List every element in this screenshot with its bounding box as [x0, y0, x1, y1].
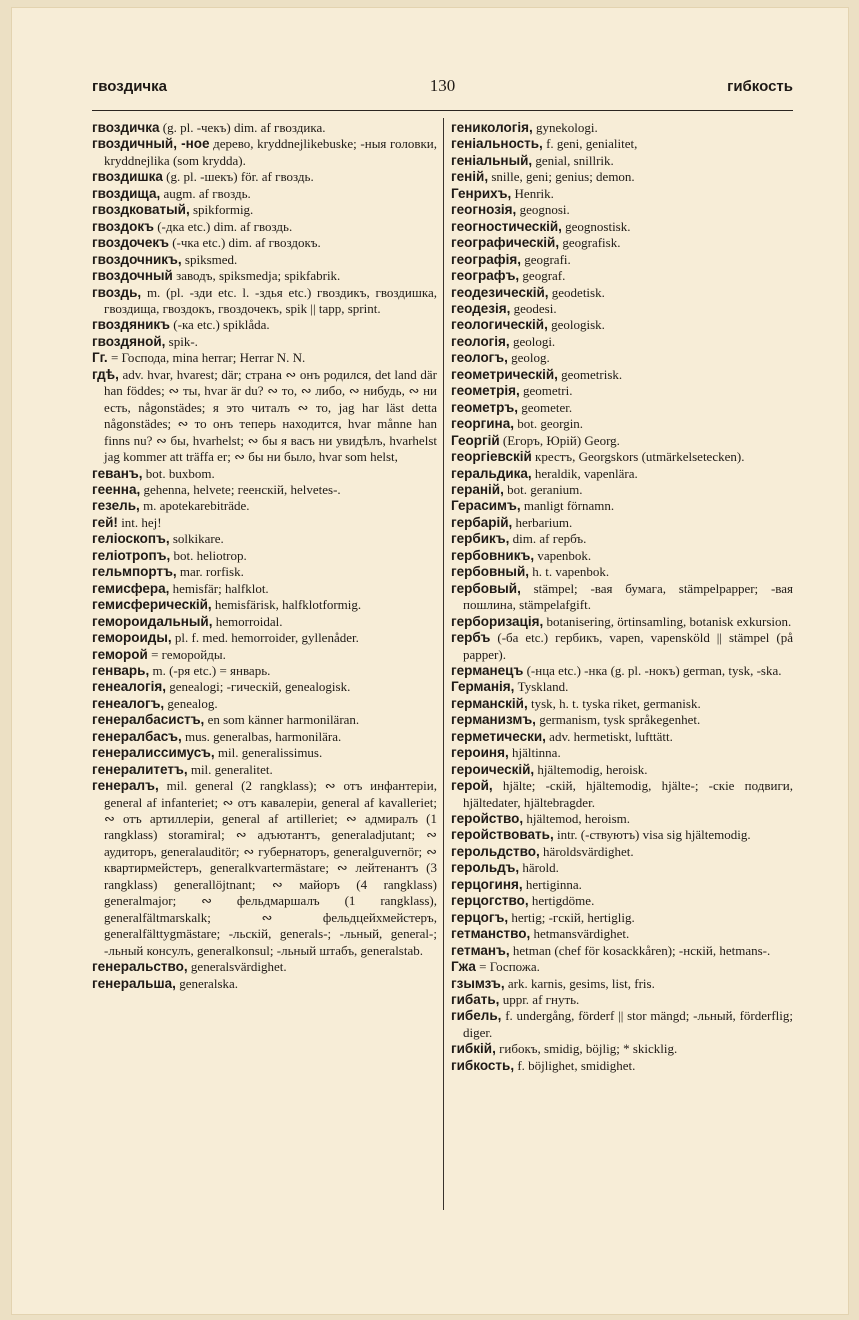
dictionary-entry	[451, 893, 793, 909]
entry-definition: gynekologi.	[532, 120, 598, 135]
entry-definition: heraldik, vapenlära.	[531, 465, 638, 481]
entry-headword: герцогство,	[451, 893, 529, 909]
entry-definition: = Господа, mina herrar; Herrar N. N.	[107, 350, 306, 366]
entry-definition: geolog.	[507, 350, 550, 366]
entry-definition: geologisk.	[547, 317, 605, 333]
entry-headword: герборизація,	[451, 613, 544, 629]
dictionary-entry	[92, 268, 437, 284]
entry-definition: (-дка etc.) dim. af гвоздь.	[153, 218, 293, 234]
entry-definition: häroldsvärdighet.	[539, 843, 634, 859]
entry-headword: Герасимъ,	[451, 498, 521, 514]
dictionary-entry	[451, 745, 793, 761]
entry-headword: генеральство,	[92, 959, 188, 975]
entry-definition: mil. generalissimus.	[214, 745, 323, 761]
entry-definition: genealog.	[164, 695, 218, 711]
entry-headword: гемисфера,	[92, 580, 170, 596]
dictionary-entry	[451, 811, 793, 827]
dictionary-entry	[451, 564, 793, 580]
entry-headword: герцогиня,	[451, 876, 523, 892]
entry-headword: генералбасистъ,	[92, 712, 205, 728]
header-guide-word-right: гибкость	[727, 78, 793, 95]
entry-definition: hertiginna.	[522, 876, 582, 892]
entry-definition: крестъ, Georgskors (utmärkelsetecken).	[531, 449, 745, 465]
dictionary-entry	[92, 630, 437, 646]
dictionary-entry	[451, 169, 793, 185]
dictionary-entry	[451, 367, 793, 383]
dictionary-entry	[451, 910, 793, 926]
dictionary-entry	[92, 976, 437, 992]
entry-definition: hertig; -гскій, hertiglig.	[508, 909, 635, 925]
entry-definition: hjälte; -скій, hjältemodig, hjälte-; -скіе подвиги, hjältedater, hjältebragder.	[463, 778, 793, 810]
header-guide-word-left: гвоздичка	[92, 78, 167, 95]
dictionary-entry	[92, 136, 437, 169]
entry-headword: герольдъ,	[451, 860, 520, 876]
dictionary-entry	[451, 202, 793, 218]
entry-definition: stämpel; -вая бумага, stämpelpapper; -вая пошлина, stämpelafgift.	[463, 580, 793, 613]
entry-definition: geometrisk.	[557, 366, 623, 382]
entry-headword: генварь,	[92, 662, 150, 678]
entry-definition: geometri.	[519, 383, 573, 399]
dictionary-entry	[451, 663, 793, 679]
entry-definition: hjältinna.	[508, 745, 561, 761]
dictionary-entry	[92, 548, 437, 564]
entry-headword: гибать,	[451, 992, 500, 1008]
entry-definition: manligt förnamn.	[520, 498, 615, 514]
dictionary-entry	[92, 169, 437, 185]
entry-definition: gehenna, helvete; геенскій, helvetes-.	[140, 481, 341, 497]
entry-headword: гетманство,	[451, 926, 531, 942]
entry-headword: генералиссимусъ,	[92, 745, 215, 761]
entry-headword: гемисферическій,	[92, 597, 212, 613]
dictionary-entry	[451, 301, 793, 317]
dictionary-entry	[451, 976, 793, 992]
entry-definition: hertigdöme.	[528, 893, 595, 909]
entry-definition: = геморойды.	[147, 646, 226, 662]
entry-headword: гибель,	[451, 1008, 502, 1024]
entry-definition: Tyskland.	[514, 679, 569, 695]
entry-definition: int. hej!	[117, 514, 162, 530]
dictionary-entry	[92, 745, 437, 761]
entry-headword: гдѣ,	[92, 366, 119, 382]
dictionary-entry	[451, 926, 793, 942]
right-column	[451, 120, 793, 1074]
entry-definition: hemisfärisk, halfklotformig.	[211, 597, 362, 613]
dictionary-entry	[92, 679, 437, 695]
entry-definition: snille, geni; genius; demon.	[488, 169, 635, 185]
entry-headword: германецъ	[451, 662, 524, 678]
entry-headword: гвоздичный, -ное	[92, 136, 210, 152]
entry-headword: геральдика,	[451, 465, 532, 481]
entry-definition: mil. generalitet.	[187, 761, 273, 777]
entry-headword: гвоздяной,	[92, 333, 166, 349]
entry-headword: геодезическій,	[451, 284, 549, 300]
entry-definition: geograf.	[519, 268, 566, 284]
entry-headword: геникологія,	[451, 120, 533, 135]
entry-headword: геометрія,	[451, 383, 520, 399]
entry-headword: геодезія,	[451, 300, 511, 316]
entry-headword: геометрическій,	[451, 366, 558, 382]
entry-definition: bot. heliotrop.	[170, 547, 247, 563]
entry-headword: Гг.	[92, 350, 108, 366]
entry-headword: гербовникъ,	[451, 547, 535, 563]
entry-headword: гвоздочный	[92, 268, 173, 284]
entry-headword: генералитетъ,	[92, 761, 188, 777]
dictionary-entry	[451, 285, 793, 301]
dictionary-entry	[92, 252, 437, 268]
dictionary-entry	[451, 383, 793, 399]
entry-definition: mil. general (2 rangklass); ∾ отъ инфантеріи, general af infanteriet; ∾ отъ кавалеріи, general af kavalleriet; ∾ отъ артиллеріи, general af artilleriet; ∾ адмиралъ (1 rangklass) storamiral; ∾ адъютантъ, generaladjutant; ∾ аудиторъ, generalauditör; ∾ губернаторъ, generalguvernör; ∾ квартирмейстеръ, generalkvartermästare; ∾ лейтенантъ (3 rangklass) generallöjtnant; ∾ майоръ (4 rangklass) generalmajor; ∾ фельдмаршалъ (1 rangklass), generalfältmarskalk; ∾ фельдцейхмейстеръ, generalfälttygmästare; -льскій, generals-; -льный, general-; -льный консулъ, generalkonsul; -льный штабъ, generalstab.	[104, 778, 437, 958]
entry-definition: geografisk.	[559, 235, 621, 251]
entry-definition: (-чка etc.) dim. af гвоздокъ.	[168, 235, 321, 251]
entry-headword: гербовный,	[451, 564, 529, 580]
entry-headword: гвоздокъ	[92, 218, 154, 234]
dictionary-entry	[451, 712, 793, 728]
entry-headword: генеалогъ,	[92, 695, 165, 711]
page-header	[92, 78, 793, 106]
dictionary-entry	[92, 120, 437, 136]
dictionary-entry	[451, 515, 793, 531]
dictionary-entry	[451, 729, 793, 745]
header-rule	[92, 110, 793, 111]
dictionary-entry	[92, 334, 437, 350]
entry-headword: гзымзъ,	[451, 975, 505, 991]
dictionary-entry	[451, 1008, 793, 1041]
entry-headword: гербикъ,	[451, 531, 510, 547]
dictionary-entry	[451, 1041, 793, 1057]
dictionary-entry	[451, 186, 793, 202]
entry-headword: геванъ,	[92, 465, 143, 481]
dictionary-entry	[92, 285, 437, 318]
entry-headword: гераній,	[451, 481, 504, 497]
entry-headword: геморой	[92, 646, 148, 662]
dictionary-entry	[92, 959, 437, 975]
entry-headword: георгіевскій	[451, 449, 532, 465]
entry-definition: hemorroidal.	[212, 613, 283, 629]
entry-definition: geometer.	[517, 399, 573, 415]
entry-definition: m. (-ря etc.) = январь.	[149, 662, 271, 678]
entry-definition: geognosi.	[516, 202, 570, 218]
entry-definition: geodesi.	[510, 300, 557, 316]
entry-definition: m. (pl. -зди etc. l. -здья etc.) гвоздикъ, гвоздишка, гвоздища, гвоздокъ, гвоздочекъ, spik || tapp, sprint.	[104, 284, 437, 316]
entry-definition: заводъ, spiksmedja; spikfabrik.	[172, 268, 341, 284]
entry-headword: генералбасъ,	[92, 728, 182, 744]
dictionary-entry	[451, 252, 793, 268]
entry-headword: геройство,	[451, 811, 524, 827]
entry-headword: гей!	[92, 514, 118, 530]
entry-definition: härold.	[519, 860, 559, 876]
entry-headword: гербарій,	[451, 514, 513, 530]
entry-headword: гвоздяникъ	[92, 317, 171, 333]
dictionary-entry	[451, 466, 793, 482]
entry-definition: дерево, kryddnejlikebuske; -ныя головки, kryddnejlika (som krydda).	[104, 136, 437, 168]
entry-definition: mus. generalbas, harmonilära.	[181, 728, 342, 744]
entry-headword: географія,	[451, 251, 521, 267]
dictionary-entry	[92, 778, 437, 959]
dictionary-entry	[92, 762, 437, 778]
dictionary-entry	[92, 482, 437, 498]
entry-definition: genial, snillrik.	[532, 152, 614, 168]
dictionary-entry	[92, 515, 437, 531]
dictionary-entry	[451, 400, 793, 416]
dictionary-entry	[451, 433, 793, 449]
entry-headword: гибкій,	[451, 1041, 496, 1057]
dictionary-entry	[92, 498, 437, 514]
entry-definition: geodetisk.	[548, 284, 605, 300]
entry-headword: георгина,	[451, 416, 514, 432]
entry-headword: гвоздь,	[92, 284, 142, 300]
entry-headword: Германія,	[451, 679, 515, 695]
dictionary-entry	[451, 120, 793, 136]
entry-definition: vapenbok.	[534, 547, 592, 563]
dictionary-entry	[451, 153, 793, 169]
entry-headword: гвоздочникъ,	[92, 251, 182, 267]
entry-definition: hetman (chef för kosackkåren); -нскій, hetmans-.	[509, 942, 771, 958]
dictionary-entry	[92, 202, 437, 218]
page-number: 130	[429, 76, 456, 95]
entry-headword: генеральша,	[92, 975, 176, 991]
entry-definition: spik-.	[165, 333, 198, 349]
entry-definition: hjältemodig, heroisk.	[534, 761, 648, 777]
entry-definition: bot. buxbom.	[142, 465, 215, 481]
dictionary-entry	[451, 679, 793, 695]
dictionary-entry	[451, 581, 793, 614]
entry-headword: гетманъ,	[451, 942, 510, 958]
dictionary-entry	[92, 317, 437, 333]
dictionary-entry	[92, 647, 437, 663]
entry-headword: генеалогія,	[92, 679, 166, 695]
left-column	[92, 120, 437, 992]
entry-headword: геологическій,	[451, 317, 548, 333]
entry-definition: adv. hvar, hvarest; där; страна ∾ онъ родился, det land där han föddes; ∾ ты, hvar är du? ∾ то, ∾ либо, ∾ нибудь, ∾ ни есть, någonstädes; я это читалъ ∾ то, jag har läst detta någonstädes; ∾ то онъ теперь находится, hvar månne han finns nu? ∾ бы, hvarhelst; ∾ бы я васъ ни увидѣлъ, hvarhelst jag kommer att träffa er; ∾ бы ни было, hvar som helst,	[104, 366, 437, 465]
dictionary-entry	[92, 350, 437, 366]
entry-headword: геліотропъ,	[92, 547, 171, 563]
dictionary-entry	[92, 466, 437, 482]
dictionary-entry	[451, 877, 793, 893]
dictionary-entry	[451, 136, 793, 152]
entry-definition: pl. f. med. hemorroider, gyllenåder.	[171, 630, 359, 646]
dictionary-entry	[92, 663, 437, 679]
entry-definition: (g. pl. -чекъ) dim. af гвоздика.	[159, 120, 326, 135]
dictionary-entry	[451, 548, 793, 564]
entry-headword: герольдство,	[451, 843, 540, 859]
entry-definition: hetmansvärdighet.	[530, 926, 630, 942]
entry-definition: Henrik.	[511, 185, 554, 201]
entry-definition: herbarium.	[512, 514, 573, 530]
entry-headword: гербъ	[451, 630, 491, 646]
entry-definition: = Госпожа.	[475, 959, 540, 975]
entry-headword: герой,	[451, 778, 493, 794]
dictionary-entry	[451, 482, 793, 498]
dictionary-entry	[451, 416, 793, 432]
entry-definition: generalsvärdighet.	[187, 959, 287, 975]
entry-definition: spiksmed.	[181, 251, 238, 267]
entry-headword: геогнозія,	[451, 202, 517, 218]
entry-definition: augm. af гвоздь.	[160, 185, 251, 201]
entry-headword: геенна,	[92, 481, 141, 497]
dictionary-entry	[451, 959, 793, 975]
dictionary-entry	[92, 712, 437, 728]
entry-headword: герметически,	[451, 728, 546, 744]
entry-headword: герцогъ,	[451, 909, 509, 925]
dictionary-entry	[451, 219, 793, 235]
entry-definition: geologi.	[509, 333, 556, 349]
entry-headword: германскій,	[451, 695, 528, 711]
entry-headword: героиня,	[451, 745, 509, 761]
dictionary-entry	[92, 564, 437, 580]
entry-definition: f. undergång, förderf || stor mängd; -льный, förderflig; diger.	[463, 1008, 793, 1040]
entry-headword: геометръ,	[451, 399, 518, 415]
entry-definition: uppr. af гнуть.	[499, 992, 580, 1008]
dictionary-entry	[92, 186, 437, 202]
entry-definition: intr. (-ствуютъ) visa sig hjältemodig.	[553, 827, 751, 843]
entry-definition: germanism, tysk språkegenhet.	[535, 712, 701, 728]
entry-headword: гельмпортъ,	[92, 564, 177, 580]
dictionary-entry	[451, 696, 793, 712]
entry-definition: h. t. vapenbok.	[529, 564, 610, 580]
entry-headword: гвоздочекъ	[92, 235, 169, 251]
dictionary-entry	[92, 696, 437, 712]
entry-definition: ark. karnis, gesims, list, fris.	[504, 975, 655, 991]
entry-headword: героическій,	[451, 761, 535, 777]
entry-definition: mar. rorfisk.	[176, 564, 244, 580]
entry-headword: гвоздичка	[92, 120, 160, 135]
entry-headword: гемороидальный,	[92, 613, 213, 629]
entry-headword: геройствовать,	[451, 827, 554, 843]
dictionary-entry	[92, 729, 437, 745]
entry-headword: геологъ,	[451, 350, 508, 366]
dictionary-entry	[451, 630, 793, 663]
dictionary-entry	[451, 449, 793, 465]
entry-headword: геогностическій,	[451, 218, 562, 234]
entry-headword: Генрихъ,	[451, 185, 512, 201]
entry-headword: генералъ,	[92, 778, 159, 794]
column-divider	[443, 118, 444, 1210]
dictionary-entry	[451, 531, 793, 547]
entry-definition: hjältemod, heroism.	[523, 811, 631, 827]
entry-headword: гербовый,	[451, 580, 521, 596]
dictionary-entry	[92, 597, 437, 613]
entry-definition: (Егоръ, Юрій) Georg.	[499, 432, 620, 448]
dictionary-entry	[451, 235, 793, 251]
dictionary-entry	[451, 498, 793, 514]
entry-headword: геологія,	[451, 333, 510, 349]
dictionary-entry	[451, 268, 793, 284]
entry-headword: геніальный,	[451, 152, 533, 168]
dictionary-entry	[92, 531, 437, 547]
entry-headword: гвоздковатый,	[92, 202, 190, 218]
entry-definition: genealogi; -гическій, genealogisk.	[165, 679, 351, 695]
entry-definition: adv. hermetiskt, lufttätt.	[545, 728, 673, 744]
entry-definition: bot. geranium.	[503, 481, 583, 497]
entry-definition: solkikare.	[169, 531, 224, 547]
entry-definition: (g. pl. -шекъ) för. af гвоздь.	[162, 169, 314, 185]
entry-definition: hemisfär; halfklot.	[169, 580, 269, 596]
dictionary-entry	[451, 350, 793, 366]
entry-headword: гвоздишка	[92, 169, 163, 185]
entry-headword: гвоздища,	[92, 185, 161, 201]
entry-headword: германизмъ,	[451, 712, 536, 728]
dictionary-entry	[92, 235, 437, 251]
dictionary-entry	[451, 844, 793, 860]
entry-definition: f. böjlighet, smidighet.	[514, 1057, 636, 1073]
dictionary-entry	[92, 367, 437, 466]
entry-definition: spikformig.	[189, 202, 254, 218]
entry-definition: (-нца etc.) -нка (g. pl. -нокъ) german, tysk, -ska.	[523, 662, 782, 678]
entry-definition: botanisering, örtinsamling, botanisk exkursion.	[543, 613, 792, 629]
entry-definition: geografi.	[520, 251, 571, 267]
entry-definition: bot. georgin.	[513, 416, 584, 432]
dictionary-entry	[451, 317, 793, 333]
entry-definition: dim. af гербъ.	[509, 531, 587, 547]
entry-definition: geognostisk.	[561, 218, 631, 234]
entry-headword: гемороиды,	[92, 630, 172, 646]
dictionary-entry	[451, 762, 793, 778]
dictionary-entry	[451, 334, 793, 350]
dictionary-entry	[451, 1058, 793, 1074]
entry-headword: Георгій	[451, 432, 500, 448]
entry-headword: гибкость,	[451, 1057, 515, 1073]
dictionary-entry	[451, 827, 793, 843]
dictionary-entry	[92, 614, 437, 630]
entry-headword: геніальность,	[451, 136, 543, 152]
dictionary-entry	[451, 860, 793, 876]
dictionary-entry	[92, 581, 437, 597]
entry-headword: геній,	[451, 169, 489, 185]
entry-definition: (-ба etc.) гербикъ, vapen, vapensköld || stämpel (på papper).	[463, 630, 793, 662]
entry-definition: f. geni, genialitet,	[542, 136, 638, 152]
entry-definition: гибокъ, smidig, böjlig; * skicklig.	[495, 1041, 678, 1057]
entry-headword: географическій,	[451, 235, 560, 251]
dictionary-entry	[451, 614, 793, 630]
entry-definition: generalska.	[175, 975, 239, 991]
entry-headword: географъ,	[451, 268, 520, 284]
entry-definition: tysk, h. t. tyska riket, germanisk.	[527, 695, 701, 711]
entry-headword: геліоскопъ,	[92, 531, 170, 547]
entry-definition: en som känner harmoniläran.	[204, 712, 360, 728]
dictionary-entry	[451, 992, 793, 1008]
dictionary-entry	[92, 219, 437, 235]
entry-headword: гезель,	[92, 498, 140, 514]
dictionary-entry	[451, 778, 793, 811]
entry-headword: Гжа	[451, 959, 476, 975]
dictionary-entry	[451, 943, 793, 959]
entry-definition: m. apotekarebiträde.	[139, 498, 250, 514]
entry-definition: (-ка etc.) spiklåda.	[170, 317, 270, 333]
